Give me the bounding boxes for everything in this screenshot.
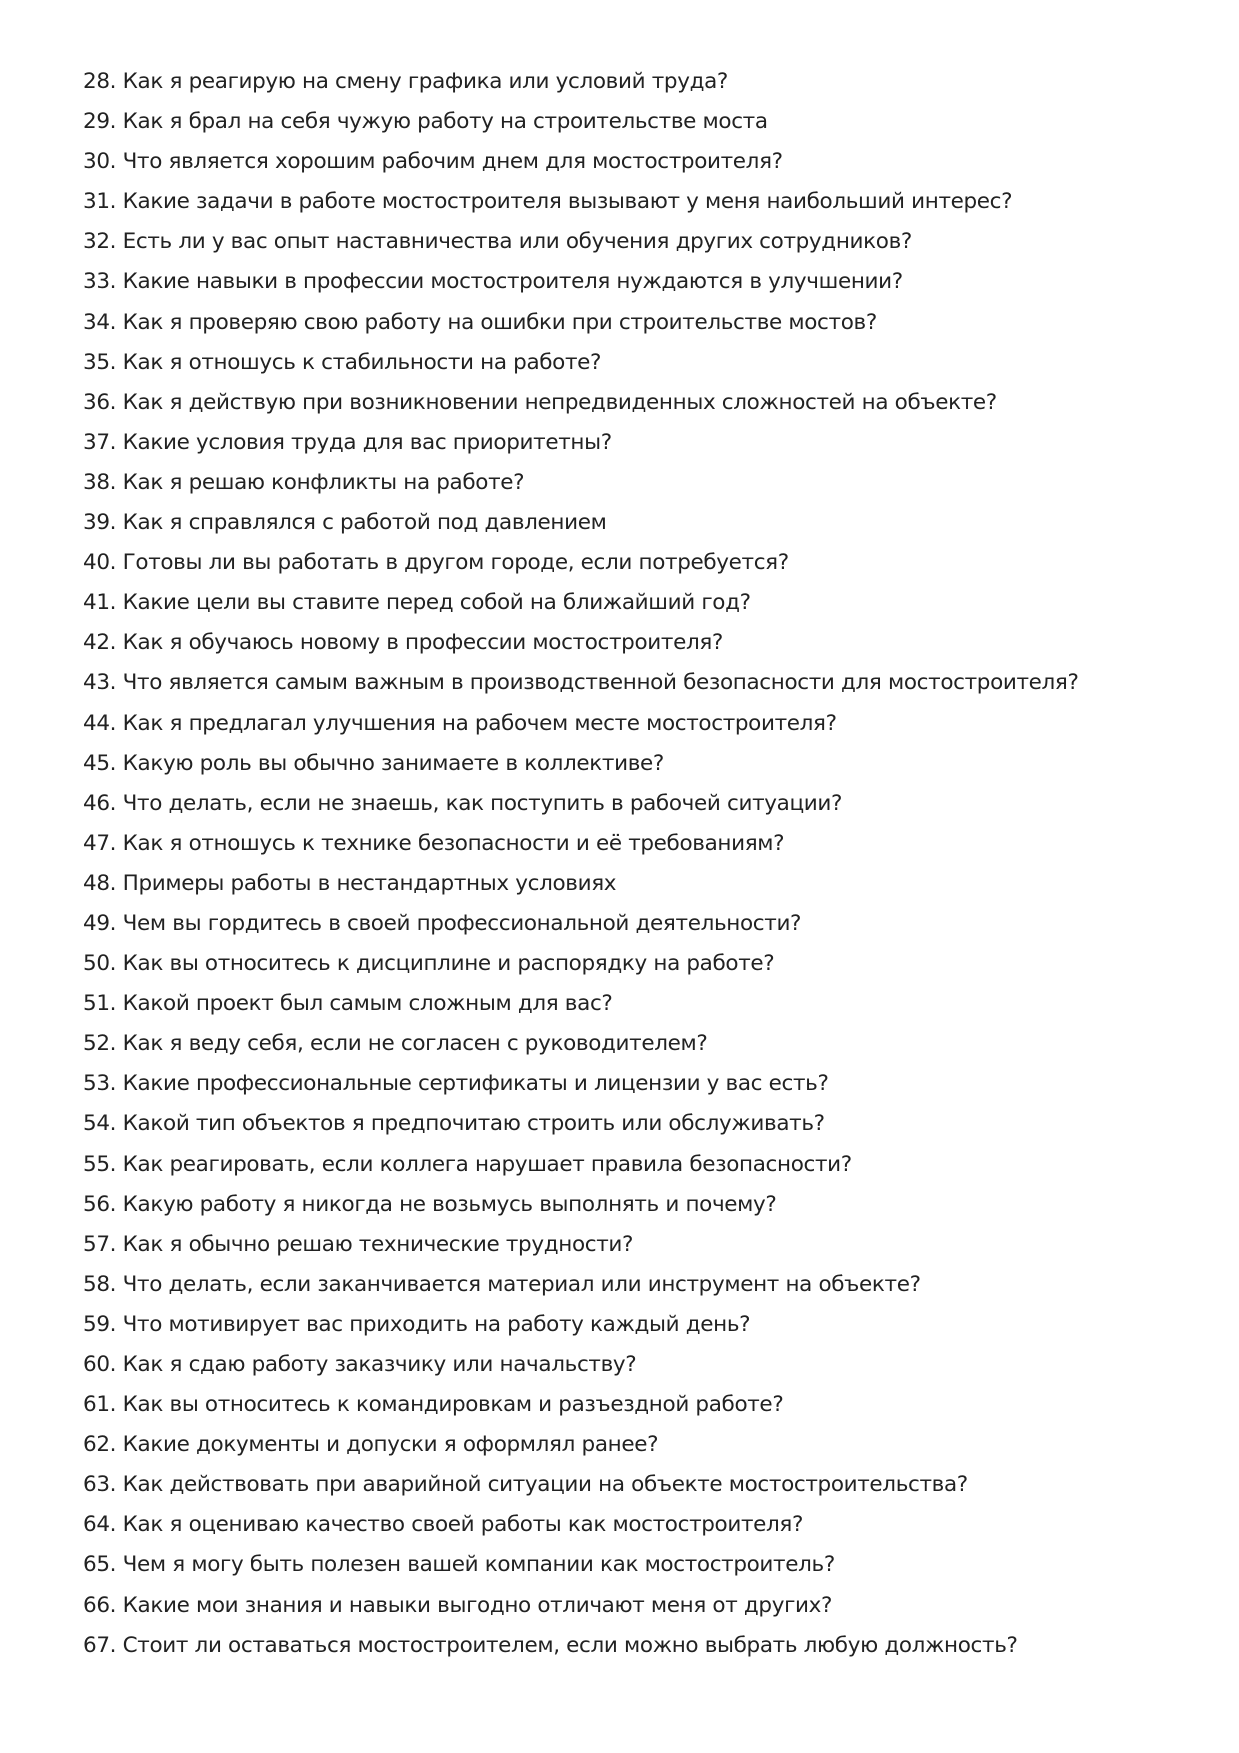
- question-list: [83, 62, 1193, 1666]
- question-text: Какую работу я никогда не возьмусь выполнять и почему?: [122, 1191, 777, 1217]
- question-text: Готовы ли вы работать в другом городе, если потребуется?: [122, 550, 789, 576]
- question-number: 30.: [83, 149, 117, 175]
- question-item: [83, 1185, 1193, 1225]
- question-text: Какой проект был самым сложным для вас?: [122, 991, 613, 1017]
- question-text: Какой тип объектов я предпочитаю строить или обслуживать?: [122, 1111, 825, 1137]
- question-text: Что делать, если не знаешь, как поступить в рабочей ситуации?: [122, 790, 843, 816]
- question-text: Что мотивирует вас приходить на работу каждый день?: [122, 1311, 751, 1337]
- question-text: Как я решаю конфликты на работе?: [122, 469, 525, 495]
- question-number: 39.: [83, 510, 117, 536]
- question-text: Как я обычно решаю технические трудности?: [122, 1231, 634, 1257]
- question-number: 61.: [83, 1392, 117, 1418]
- question-number: 59.: [83, 1311, 117, 1337]
- question-number: 62.: [83, 1432, 117, 1458]
- question-text: Какие навыки в профессии мостостроителя нуждаются в улучшении?: [122, 269, 903, 295]
- question-number: 38.: [83, 469, 117, 495]
- question-text: Примеры работы в нестандартных условиях: [122, 870, 617, 896]
- question-number: 35.: [83, 349, 117, 375]
- question-item: [83, 1505, 1193, 1545]
- question-item: [83, 383, 1193, 423]
- question-item: [83, 944, 1193, 984]
- question-text: Как я сдаю работу заказчику или начальству?: [122, 1352, 637, 1377]
- question-text: Как я брал на себя чужую работу на строительстве моста: [122, 109, 768, 135]
- question-item: [83, 1465, 1193, 1505]
- question-item: [83, 1265, 1193, 1305]
- question-text: Как я проверяю свою работу на ошибки при строительстве мостов?: [122, 309, 877, 335]
- question-item: [83, 1064, 1193, 1104]
- question-number: 46.: [83, 790, 117, 816]
- question-text: Какие условия труда для вас приоритетны?: [122, 429, 612, 455]
- question-text: Как действовать при аварийной ситуации на объекте мостостроительства?: [122, 1472, 968, 1498]
- question-number: 60.: [83, 1352, 117, 1377]
- question-number: 36.: [83, 389, 117, 415]
- question-number: 37.: [83, 429, 117, 455]
- question-number: 67.: [83, 1632, 117, 1658]
- question-text: Как я отношусь к стабильности на работе?: [122, 349, 602, 375]
- question-text: Какие цели вы ставите перед собой на ближайший год?: [122, 590, 751, 616]
- question-number: 63.: [83, 1472, 117, 1498]
- question-text: Чем вы гордитесь в своей профессиональной деятельности?: [122, 910, 802, 936]
- question-item: [83, 744, 1193, 784]
- question-item: [83, 102, 1193, 142]
- question-item: [83, 1104, 1193, 1144]
- question-number: 32.: [83, 229, 117, 255]
- question-item: [83, 904, 1193, 944]
- question-number: 52.: [83, 1031, 117, 1057]
- question-number: 43.: [83, 670, 117, 696]
- question-text: Как я справлялся с работой под давлением: [122, 510, 607, 536]
- question-text: Как вы относитесь к командировкам и разъездной работе?: [122, 1392, 784, 1418]
- question-text: Какие мои знания и навыки выгодно отличают меня от других?: [122, 1592, 833, 1618]
- question-number: 28.: [83, 69, 117, 94]
- question-text: Какие документы и допуски я оформлял ранее?: [122, 1432, 659, 1458]
- question-item: [83, 142, 1193, 182]
- question-item: [83, 784, 1193, 824]
- question-item: [83, 864, 1193, 904]
- question-item: [83, 824, 1193, 864]
- question-item: [83, 262, 1193, 302]
- question-number: 55.: [83, 1151, 117, 1177]
- question-text: Чем я могу быть полезен вашей компании как мостостроитель?: [122, 1552, 835, 1578]
- question-number: 64.: [83, 1512, 117, 1538]
- question-text: Есть ли у вас опыт наставничества или обучения других сотрудников?: [122, 229, 912, 255]
- question-text: Как я предлагал улучшения на рабочем месте мостостроителя?: [122, 710, 837, 736]
- question-number: 48.: [83, 870, 117, 896]
- question-text: Как реагировать, если коллега нарушает правила безопасности?: [122, 1151, 852, 1177]
- question-text: Как я обучаюсь новому в профессии мостостроителя?: [122, 630, 723, 656]
- question-number: 33.: [83, 269, 117, 295]
- question-number: 66.: [83, 1592, 117, 1618]
- question-number: 45.: [83, 750, 117, 776]
- question-number: 41.: [83, 590, 117, 616]
- question-item: [83, 503, 1193, 543]
- question-item: [83, 623, 1193, 663]
- question-text: Какие профессиональные сертификаты и лицензии у вас есть?: [122, 1071, 829, 1097]
- question-text: Какую роль вы обычно занимаете в коллективе?: [122, 750, 664, 776]
- question-text: Как я отношусь к технике безопасности и её требованиям?: [122, 830, 785, 856]
- question-item: [83, 704, 1193, 744]
- question-number: 42.: [83, 630, 117, 656]
- question-number: 31.: [83, 189, 117, 215]
- question-number: 56.: [83, 1191, 117, 1217]
- question-text: Как я реагирую на смену графика или условий труда?: [122, 69, 728, 94]
- question-text: Что является самым важным в производственной безопасности для мостостроителя?: [122, 670, 1079, 696]
- question-number: 50.: [83, 951, 117, 977]
- question-item: [83, 1345, 1193, 1385]
- question-item: [83, 303, 1193, 343]
- question-text: Стоит ли оставаться мостостроителем, если можно выбрать любую должность?: [122, 1632, 1018, 1658]
- question-item: [83, 1626, 1193, 1666]
- question-number: 49.: [83, 910, 117, 936]
- question-number: 34.: [83, 309, 117, 335]
- question-item: [83, 62, 1193, 102]
- question-number: 47.: [83, 830, 117, 856]
- question-item: [83, 1225, 1193, 1265]
- question-item: [83, 463, 1193, 503]
- question-number: 54.: [83, 1111, 117, 1137]
- question-item: [83, 222, 1193, 262]
- question-item: [83, 182, 1193, 222]
- question-item: [83, 583, 1193, 623]
- question-number: 65.: [83, 1552, 117, 1578]
- question-item: [83, 1545, 1193, 1585]
- question-item: [83, 663, 1193, 703]
- question-item: [83, 1385, 1193, 1425]
- question-item: [83, 1145, 1193, 1185]
- question-item: [83, 984, 1193, 1024]
- question-text: Как вы относитесь к дисциплине и распорядку на работе?: [122, 951, 775, 977]
- question-item: [83, 543, 1193, 583]
- question-text: Как я веду себя, если не согласен с руководителем?: [122, 1031, 708, 1057]
- question-text: Что является хорошим рабочим днем для мостостроителя?: [122, 149, 783, 175]
- question-item: [83, 343, 1193, 383]
- question-item: [83, 1024, 1193, 1064]
- question-number: 58.: [83, 1271, 117, 1297]
- question-number: 40.: [83, 550, 117, 576]
- question-number: 51.: [83, 991, 117, 1017]
- question-item: [83, 1586, 1193, 1626]
- question-text: Как я оцениваю качество своей работы как мостостроителя?: [122, 1512, 804, 1538]
- question-number: 29.: [83, 109, 117, 135]
- question-text: Как я действую при возникновении непредвиденных сложностей на объекте?: [122, 389, 997, 415]
- question-text: Что делать, если заканчивается материал или инструмент на объекте?: [122, 1271, 921, 1297]
- question-item: [83, 423, 1193, 463]
- question-item: [83, 1305, 1193, 1345]
- question-number: 57.: [83, 1231, 117, 1257]
- question-number: 53.: [83, 1071, 117, 1097]
- question-text: Какие задачи в работе мостостроителя вызывают у меня наибольший интерес?: [122, 189, 1013, 215]
- question-item: [83, 1425, 1193, 1465]
- question-number: 44.: [83, 710, 117, 736]
